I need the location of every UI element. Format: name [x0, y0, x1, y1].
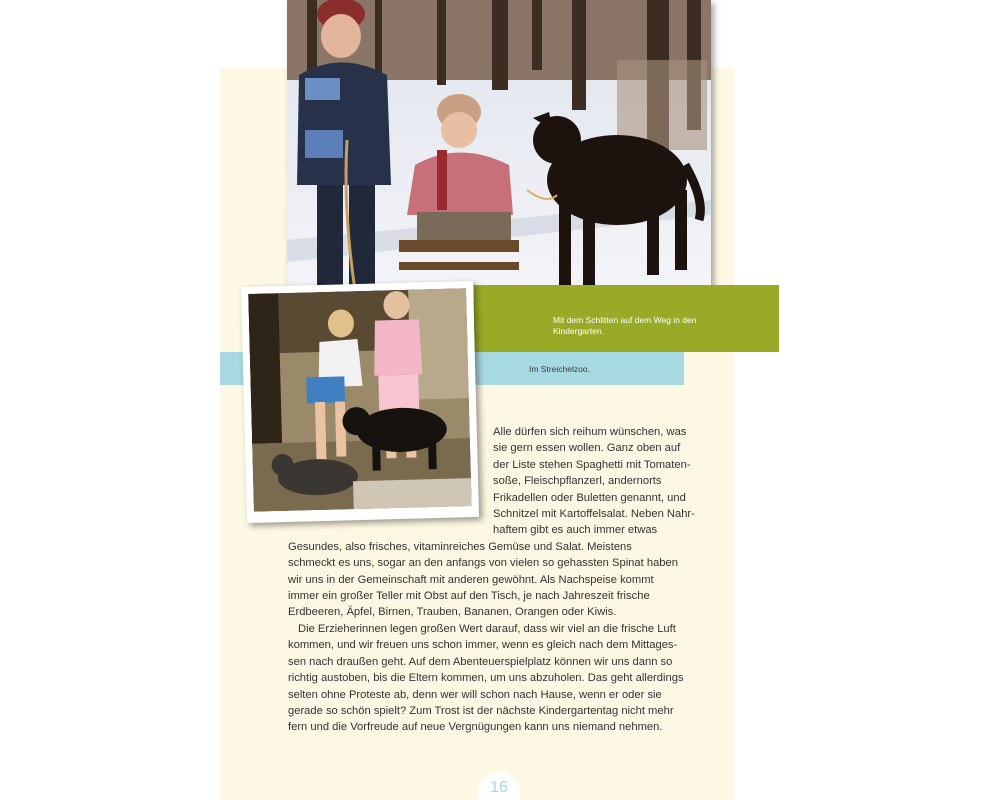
- text-line: Erdbeeren, Äpfel, Birnen, Trauben, Bananen, Orangen oder Kiwis.: [288, 606, 617, 619]
- text-line: sen nach draußen geht. Auf dem Abenteuerspielplatz können wir uns dann so: [288, 655, 673, 668]
- text-line: sie gern essen wollen. Ganz oben auf: [493, 442, 681, 455]
- text-line: Alle dürfen sich reihum wünschen, was: [493, 426, 687, 438]
- paragraph-1: [288, 424, 712, 621]
- text-line: haftem gibt es auch immer etwas: [493, 524, 658, 537]
- photo-sled-dog: [287, 0, 711, 302]
- text-line: Gesundes, also frisches, vitaminreiches Gemüse und Salat. Meistens: [288, 540, 632, 553]
- text-line: fern und die Vorfreude auf neue Vergnügungen kann uns niemand nehmen.: [288, 721, 663, 734]
- text-line: selten ohne Proteste ab, denn wer will schon nach Hause, wenn er oder sie: [288, 688, 662, 701]
- text-line: kommen, und wir freuen uns schon immer, wenn es gleich nach dem Mittages-: [288, 639, 678, 652]
- text-line: soße, Fleischpflanzerl, andernorts: [493, 475, 662, 488]
- text-line: der Liste stehen Spaghetti mit Tomaten-: [493, 458, 691, 471]
- text-line: Frikadellen oder Buletten genannt, und: [493, 491, 686, 504]
- page-number: 16: [490, 779, 508, 796]
- text-line: immer ein großer Teller mit Obst auf den Tisch, je nach Jahreszeit frische: [288, 590, 650, 603]
- caption-petting-zoo: Im Streichelzoo.: [529, 364, 590, 374]
- body-text: [288, 424, 712, 736]
- paragraph-2: [288, 621, 712, 736]
- text-line: richtig austoben, bis die Eltern kommen, um uns abzuholen. Das geht allerdings: [288, 672, 684, 685]
- text-line: gerade so schön spielt? Zum Trost ist der nächste Kindergartentag nicht mehr: [288, 704, 674, 717]
- text-line: Schnitzel mit Kartoffelsalat. Neben Nahr-: [493, 508, 695, 521]
- text-line: schmeckt es uns, sogar an den anfangs von vielen so gehassten Spinat haben: [288, 557, 678, 570]
- text-line: Die Erzieherinnen legen großen Wert darauf, dass wir viel an die frische Luft: [298, 622, 676, 635]
- text-line: wir uns in der Gemeinschaft mit anderen gewöhnt. Als Nachspeise kommt: [288, 573, 654, 586]
- caption-sled: Mit dem Schlitten auf dem Weg in den Kindergarten.: [553, 315, 697, 336]
